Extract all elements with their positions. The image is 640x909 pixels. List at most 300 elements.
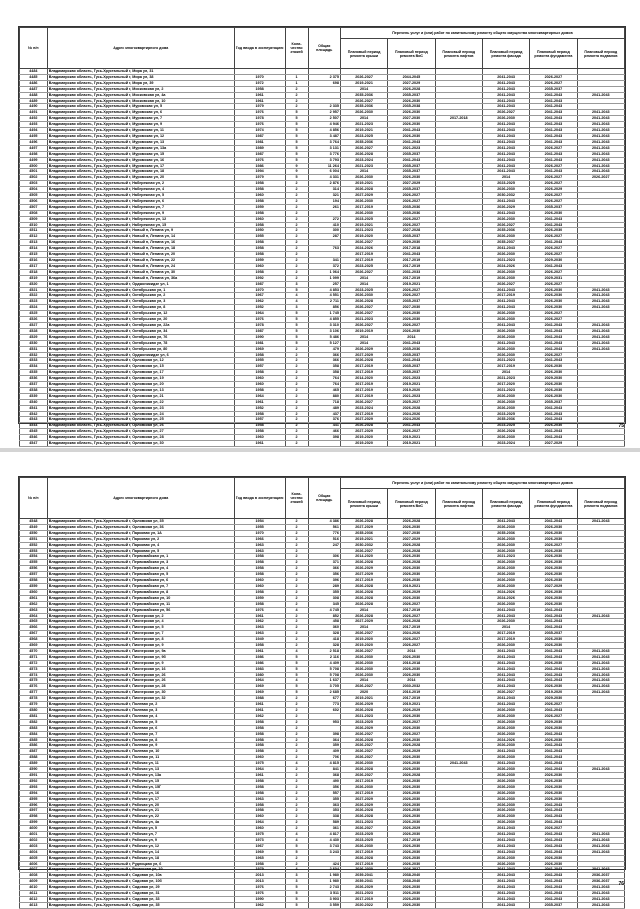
cell-row-num: 4519 bbox=[20, 275, 48, 281]
cell-roof-period: 2014 bbox=[340, 340, 387, 346]
cell-foundation-period: 2026-2030 bbox=[530, 737, 577, 743]
col-lift-header: Плановый период ремонта лифтов bbox=[435, 489, 482, 519]
cell-roof-period: 2026-2028 bbox=[340, 519, 387, 525]
cell-floors: 2 bbox=[285, 228, 308, 234]
cell-row-num: 4610 bbox=[20, 885, 48, 891]
cell-year: 1961 bbox=[234, 441, 285, 447]
cell-facade-period: 2026-2030 bbox=[482, 583, 529, 589]
cell-year: 1976 bbox=[234, 157, 285, 163]
cell-foundation-period: 2026-2027 bbox=[530, 163, 577, 169]
cell-facade-period: 2041-2043 bbox=[482, 837, 529, 843]
cell-floors: 5 bbox=[285, 311, 308, 317]
cell-area: 589 bbox=[308, 820, 340, 826]
cell-address: Владимирская область, Гусь-Хрустальный г, Октябрьская ул, 80 bbox=[47, 346, 234, 352]
cell-address: Владимирская область, Гусь-Хрустальный г, Первомайская ул, 10 bbox=[47, 595, 234, 601]
cell-year: 1952 bbox=[234, 305, 285, 311]
cell-basement-period bbox=[577, 441, 624, 447]
cell-year: 1949 bbox=[234, 637, 285, 643]
cell-water-period: 2026-2027 bbox=[388, 193, 435, 199]
cell-foundation-period: 2026-2030 bbox=[530, 595, 577, 601]
cell-area: 856 bbox=[308, 305, 340, 311]
cell-row-num: 4565 bbox=[20, 619, 48, 625]
cell-address: Владимирская область, Гусь-Хрустальный г, Орловская ул, 36 bbox=[47, 524, 234, 530]
cell-area: 4 855 bbox=[308, 317, 340, 323]
cell-floors: 2 bbox=[285, 104, 308, 110]
cell-area: 3 793 bbox=[308, 157, 340, 163]
cell-foundation-period: 2026-2027 bbox=[530, 281, 577, 287]
cell-roof-period: 2026-2028 bbox=[340, 358, 387, 364]
cell-foundation-period: 2041-2043 bbox=[530, 104, 577, 110]
cell-water-period: 2026-2030 bbox=[388, 820, 435, 826]
cell-year: 1961 bbox=[234, 648, 285, 654]
cell-water-period: 2026-2027 bbox=[388, 643, 435, 649]
cell-row-num: 4501 bbox=[20, 169, 48, 175]
cell-roof-period: 2020 bbox=[340, 690, 387, 696]
cell-row-num: 4532 bbox=[20, 352, 48, 358]
cell-area: 287 bbox=[308, 234, 340, 240]
cell-roof-period: 2017-2019 bbox=[340, 370, 387, 376]
cell-water-period: 2019-2021 bbox=[388, 441, 435, 447]
cell-row-num: 4533 bbox=[20, 358, 48, 364]
cell-roof-period: 2039-2041 bbox=[340, 879, 387, 885]
cell-address: Владимирская область, Гусь-Хрустальный г, Первомайская ул, 56 bbox=[47, 607, 234, 613]
cell-year: 1958 bbox=[234, 790, 285, 796]
cell-roof-period: 2026-2029 bbox=[340, 346, 387, 352]
cell-address: Владимирская область, Гусь-Хрустальный г, Пионерская ул, 9а bbox=[47, 648, 234, 654]
cell-year: 1969 bbox=[234, 690, 285, 696]
cell-address: Владимирская область, Гусь-Хрустальный г, Орджоникидзе ул, 6 bbox=[47, 352, 234, 358]
cell-area: 376 bbox=[308, 417, 340, 423]
cell-address: Владимирская область, Гусь-Хрустальный г, Новый п, Ленина ул, 22 bbox=[47, 258, 234, 264]
cell-year: 1976 bbox=[234, 122, 285, 128]
cell-address: Владимирская область, Гусь-Хрустальный г, Набережная ул, 5 bbox=[47, 193, 234, 199]
cell-area: 698 bbox=[308, 80, 340, 86]
cell-address: Владимирская область, Гусь-Хрустальный г, Орловская ул, 26 bbox=[47, 423, 234, 429]
cell-water-period: 2019-2021 bbox=[388, 702, 435, 708]
cell-water-period: 2026-2030 bbox=[388, 784, 435, 790]
cell-year: 1964 bbox=[234, 678, 285, 684]
cell-facade-period: 2041-2043 bbox=[482, 696, 529, 702]
cell-basement-period: 2041-2043 bbox=[577, 110, 624, 116]
cell-water-period: 2026-2030 bbox=[388, 897, 435, 903]
cell-area: 5 708 bbox=[308, 672, 340, 678]
cell-foundation-period: 2026-2029 bbox=[530, 187, 577, 193]
cell-roof-period: 2023-2024 bbox=[340, 405, 387, 411]
cell-area: 3 243 bbox=[308, 849, 340, 855]
cell-water-period: 2026-2030 bbox=[388, 524, 435, 530]
repair-schedule-table-2 bbox=[18, 476, 626, 907]
cell-facade-period: 2026-2030 bbox=[482, 755, 529, 761]
cell-floors: 3 bbox=[285, 305, 308, 311]
col-year-header: Год ввода в эксплуатацию bbox=[234, 478, 285, 519]
cell-foundation-period: 2026-2030 bbox=[530, 643, 577, 649]
cell-area: 1 637 bbox=[308, 678, 340, 684]
cell-roof-period: 2026-2030 bbox=[340, 784, 387, 790]
cell-roof-period: 2019-2021 bbox=[340, 128, 387, 134]
cell-row-num: 4581 bbox=[20, 713, 48, 719]
cell-facade-period: 2021-2023 bbox=[482, 554, 529, 560]
cell-basement-period: 2041-2043 bbox=[577, 299, 624, 305]
cell-area: 359 bbox=[308, 743, 340, 749]
cell-floors: 2 bbox=[285, 382, 308, 388]
cell-address: Владимирская область, Гусь-Хрустальный г, Пионерская ул, 32 bbox=[47, 696, 234, 702]
cell-year: 1958 bbox=[234, 749, 285, 755]
cell-foundation-period: 2041-2043 bbox=[530, 334, 577, 340]
cell-area: 3 903 bbox=[308, 897, 340, 903]
cell-year: 1960 bbox=[234, 826, 285, 832]
cell-area: 677 bbox=[308, 696, 340, 702]
cell-area: 1 980 bbox=[308, 873, 340, 879]
cell-foundation-period: 2041-2043 bbox=[530, 832, 577, 838]
cell-facade-period: 2026-2030 bbox=[482, 116, 529, 122]
cell-address: Владимирская область, Гусь-Хрустальный г, Новый п, Ленина ул, 9 bbox=[47, 228, 234, 234]
cell-water-period: 2026-2028 bbox=[388, 519, 435, 525]
cell-roof-period: 2026-2028 bbox=[340, 613, 387, 619]
cell-foundation-period: 2035-2037 bbox=[530, 902, 577, 908]
cell-water-period: 2026-2027 bbox=[388, 293, 435, 299]
cell-row-num: 4563 bbox=[20, 607, 48, 613]
cell-foundation-period: 2035-2037 bbox=[530, 86, 577, 92]
cell-floors: 5 bbox=[285, 116, 308, 122]
cell-foundation-period: 2026-2027 bbox=[530, 311, 577, 317]
cell-water-period: 2026-2027 bbox=[388, 222, 435, 228]
cell-row-num: 4575 bbox=[20, 678, 48, 684]
cell-facade-period: 2023-2025 bbox=[482, 181, 529, 187]
cell-foundation-period: 2041-2043 bbox=[530, 648, 577, 654]
cell-basement-period: 2041-2043 bbox=[577, 666, 624, 672]
cell-water-period: 2038-2040 bbox=[388, 873, 435, 879]
col-year-header: Год ввода в эксплуатацию bbox=[234, 28, 285, 69]
cell-area: 3 559 bbox=[308, 902, 340, 908]
cell-row-num: 4498 bbox=[20, 151, 48, 157]
cell-row-num: 4494 bbox=[20, 128, 48, 134]
cell-water-period: 2035-2036 bbox=[388, 204, 435, 210]
cell-year: 1962 bbox=[234, 619, 285, 625]
cell-year: 1963 bbox=[234, 542, 285, 548]
cell-floors: 2 bbox=[285, 275, 308, 281]
cell-basement-period: 2041-2043 bbox=[577, 885, 624, 891]
cell-row-num: 4491 bbox=[20, 110, 48, 116]
cell-year: 1970 bbox=[234, 530, 285, 536]
cell-row-num: 4546 bbox=[20, 435, 48, 441]
cell-roof-period: 2026-2030 bbox=[340, 110, 387, 116]
cell-address: Владимирская область, Гусь-Хрустальный г, Новый п, Ленина ул, 20 bbox=[47, 252, 234, 258]
cell-year: 1960 bbox=[234, 376, 285, 382]
cell-year: 1980 bbox=[234, 672, 285, 678]
cell-roof-period: 2026-2027 bbox=[340, 74, 387, 80]
cell-year: 1958 bbox=[234, 222, 285, 228]
cell-roof-period: 2026-2030 bbox=[340, 210, 387, 216]
col-basement-header: Плановый период ремонта подвалов bbox=[577, 39, 624, 69]
cell-facade-period: 2041-2043 bbox=[482, 133, 529, 139]
cell-roof-period: 2014 bbox=[340, 334, 387, 340]
cell-address: Владимирская область, Гусь-Хрустальный г, Орловская ул, 28 bbox=[47, 435, 234, 441]
cell-area: 306 bbox=[308, 554, 340, 560]
cell-area: 353 bbox=[308, 808, 340, 814]
cell-roof-period: 2026-2028 bbox=[340, 855, 387, 861]
cell-water-period: 2027-2030 bbox=[388, 530, 435, 536]
cell-lift-period bbox=[435, 902, 482, 908]
cell-row-num: 4547 bbox=[20, 441, 48, 447]
cell-foundation-period: 2026-2030 bbox=[530, 796, 577, 802]
cell-facade-period: 2041-2043 bbox=[482, 519, 529, 525]
cell-floors: 4 bbox=[285, 761, 308, 767]
cell-year: 1961 bbox=[234, 702, 285, 708]
cell-foundation-period: 2029-2030 bbox=[530, 719, 577, 725]
cell-floors: 2 bbox=[285, 435, 308, 441]
cell-water-period: 2041-2043 bbox=[388, 139, 435, 145]
col-lift-header: Плановый период ремонта лифтов bbox=[435, 39, 482, 69]
cell-year: 1976 bbox=[234, 110, 285, 116]
table-2 bbox=[19, 477, 625, 909]
cell-area: 356 bbox=[308, 572, 340, 578]
cell-row-num: 4586 bbox=[20, 743, 48, 749]
cell-address: Владимирская область, Гусь-Хрустальный г, Парковая ул, 4 bbox=[47, 542, 234, 548]
cell-roof-period: 2026-2027 bbox=[340, 684, 387, 690]
cell-facade-period: 2041-2043 bbox=[482, 843, 529, 849]
cell-address: Владимирская область, Гусь-Хрустальный г, Набережная ул, 2 bbox=[47, 181, 234, 187]
cell-address: Владимирская область, Гусь-Хрустальный г, Полевая ул, 2 bbox=[47, 702, 234, 708]
cell-row-num: 4521 bbox=[20, 287, 48, 293]
cell-floors: 2 bbox=[285, 702, 308, 708]
cell-row-num: 4502 bbox=[20, 175, 48, 181]
cell-address: Владимирская область, Гусь-Хрустальный г, Муромская ул, 13 bbox=[47, 139, 234, 145]
cell-foundation-period: 2041-2043 bbox=[530, 708, 577, 714]
cell-water-period: 2026-2030 bbox=[388, 790, 435, 796]
cell-address: Владимирская область, Гусь-Хрустальный г, Рабочая ул, 14 bbox=[47, 849, 234, 855]
cell-roof-period: 2017-2019 bbox=[340, 364, 387, 370]
cell-facade-period: 2026-2030 bbox=[482, 719, 529, 725]
cell-row-num: 4557 bbox=[20, 572, 48, 578]
cell-water-period: 2017-2018 bbox=[388, 246, 435, 252]
cell-water-period: 2041-2043 bbox=[388, 252, 435, 258]
cell-basement-period: 2041-2043 bbox=[577, 837, 624, 843]
cell-foundation-period: 2026-2030 bbox=[530, 660, 577, 666]
cell-year: 1958 bbox=[234, 198, 285, 204]
cell-facade-period: 2026-2030 bbox=[482, 542, 529, 548]
cell-area: 345 bbox=[308, 601, 340, 607]
cell-floors: 2 bbox=[285, 708, 308, 714]
cell-row-num: 4590 bbox=[20, 767, 48, 773]
cell-address: Владимирская область, Гусь-Хрустальный г, Рабочая ул, 15 bbox=[47, 778, 234, 784]
cell-roof-period: 2017-2019 bbox=[340, 204, 387, 210]
cell-floors: 2 bbox=[285, 530, 308, 536]
cell-facade-period: 2017-2019 bbox=[482, 293, 529, 299]
cell-basement-period: 2041-2043 bbox=[577, 849, 624, 855]
cell-floors: 5 bbox=[285, 897, 308, 903]
cell-water-period: 2024-2026 bbox=[388, 417, 435, 423]
cell-area: 458 bbox=[308, 619, 340, 625]
cell-basement-period: 2041-2043 bbox=[577, 139, 624, 145]
cell-facade-period: 2026-2030 bbox=[482, 234, 529, 240]
cell-floors: 2 bbox=[285, 772, 308, 778]
cell-foundation-period: 2026-2030 bbox=[530, 684, 577, 690]
cell-area: 341 bbox=[308, 258, 340, 264]
cell-floors: 5 bbox=[285, 672, 308, 678]
cell-facade-period: 2026-2027 bbox=[482, 690, 529, 696]
cell-water-period: 2027-2030 bbox=[388, 116, 435, 122]
cell-facade-period: 2026-2030 bbox=[482, 548, 529, 554]
cell-year: 1983 bbox=[234, 666, 285, 672]
cell-roof-period: 2026-2028 bbox=[340, 299, 387, 305]
cell-floors: 2 bbox=[285, 519, 308, 525]
cell-year: 1958 bbox=[234, 572, 285, 578]
cell-floors: 2 bbox=[285, 855, 308, 861]
cell-floors: 2 bbox=[285, 784, 308, 790]
cell-water-period: 2026-2028 bbox=[388, 542, 435, 548]
cell-floors: 2 bbox=[285, 86, 308, 92]
cell-roof-period: 2026-2027 bbox=[340, 399, 387, 405]
cell-floors: 2 bbox=[285, 429, 308, 435]
cell-area: 437 bbox=[308, 411, 340, 417]
cell-water-period: 2029-2030 bbox=[388, 240, 435, 246]
cell-address: Владимирская область, Гусь-Хрустальный г, Пионерская ул, 9 bbox=[47, 660, 234, 666]
col-basement-header: Плановый период ремонта подвалов bbox=[577, 489, 624, 519]
cell-floors: 2 bbox=[285, 731, 308, 737]
cell-roof-period: 2014 bbox=[340, 678, 387, 684]
cell-foundation-period: 2026-2027 bbox=[530, 234, 577, 240]
cell-water-period: 2041-2043 bbox=[388, 157, 435, 163]
cell-foundation-period: 2026-2030 bbox=[530, 572, 577, 578]
cell-address: Владимирская область, Гусь-Хрустальный г, Октябрьская ул, 76 bbox=[47, 334, 234, 340]
cell-roof-period: 2021-2023 bbox=[340, 820, 387, 826]
cell-basement-period: 2041-2043 bbox=[577, 169, 624, 175]
cell-roof-period: 2021-2023 bbox=[340, 713, 387, 719]
col-group-header: Перечень услуг и (или) работ по капитальному ремонту общего имущества многоквартирных домов bbox=[340, 28, 624, 39]
cell-row-num: 4594 bbox=[20, 790, 48, 796]
cell-water-period: 2035-2036 bbox=[388, 346, 435, 352]
cell-row-num: 4595 bbox=[20, 796, 48, 802]
cell-facade-period: 2041-2043 bbox=[482, 80, 529, 86]
cell-facade-period: 2041-2043 bbox=[482, 340, 529, 346]
cell-roof-period: 2026-2027 bbox=[340, 269, 387, 275]
cell-address: Владимирская область, Гусь-Хрустальный г, Садовая ул, 35 bbox=[47, 902, 234, 908]
cell-year: 1958 bbox=[234, 429, 285, 435]
cell-floors: 2 bbox=[285, 725, 308, 731]
cell-year: 1979 bbox=[234, 867, 285, 873]
cell-address: Владимирская область, Гусь-Хрустальный г, Орловская ул, 25 bbox=[47, 417, 234, 423]
cell-floors: 5 bbox=[285, 684, 308, 690]
cell-roof-period: 2020-2022 bbox=[340, 902, 387, 908]
cell-water-period: 2024-2026 bbox=[388, 631, 435, 637]
cell-row-num: 4559 bbox=[20, 583, 48, 589]
cell-facade-period: 2026-2030 bbox=[482, 311, 529, 317]
cell-roof-period: 2026-2028 bbox=[340, 187, 387, 193]
cell-foundation-period: 2026-2030 bbox=[530, 589, 577, 595]
cell-row-num: 4528 bbox=[20, 328, 48, 334]
cell-water-period: 2026-2027 bbox=[388, 867, 435, 873]
cell-row-num: 4538 bbox=[20, 387, 48, 393]
cell-basement-period: 2041-2043 bbox=[577, 678, 624, 684]
cell-facade-period: 2041-2043 bbox=[482, 198, 529, 204]
cell-foundation-period: 2035-2037 bbox=[530, 399, 577, 405]
cell-address: Владимирская область, Гусь-Хрустальный г, Орловская ул, 35 bbox=[47, 519, 234, 525]
cell-year: 1970 bbox=[234, 287, 285, 293]
cell-water-period: 2035-2036 bbox=[388, 210, 435, 216]
cell-facade-period: 2026-2030 bbox=[482, 855, 529, 861]
cell-area: 2 711 bbox=[308, 299, 340, 305]
col-floors-header: Коли-чество этажей bbox=[285, 478, 308, 519]
cell-roof-period: 2026-2028 bbox=[340, 151, 387, 157]
cell-floors: 2 bbox=[285, 210, 308, 216]
cell-area: 409 bbox=[308, 749, 340, 755]
cell-foundation-period: 2026-2027 bbox=[530, 246, 577, 252]
cell-water-period: 2038-2040 bbox=[388, 879, 435, 885]
cell-address: Владимирская область, Гусь-Хрустальный г, Мира ул, 31 bbox=[47, 69, 234, 75]
cell-area: 3 487 bbox=[308, 133, 340, 139]
cell-floors: 2 bbox=[285, 743, 308, 749]
cell-roof-period: 2023-2025 bbox=[340, 216, 387, 222]
cell-floors: 4 bbox=[285, 293, 308, 299]
col-water-header: Плановый период ремонта ВиС bbox=[388, 39, 435, 69]
cell-roof-period: 2019-2021 bbox=[340, 696, 387, 702]
cell-address: Владимирская область, Гусь-Хрустальный г, Парковая ул, 5 bbox=[47, 548, 234, 554]
cell-basement-period: 2041-2043 bbox=[577, 328, 624, 334]
cell-floors: 4 bbox=[285, 607, 308, 613]
cell-area: 356 bbox=[308, 784, 340, 790]
cell-roof-period: 2014 bbox=[340, 607, 387, 613]
cell-row-num: 4601 bbox=[20, 832, 48, 838]
cell-roof-period: 2017-2019 bbox=[340, 387, 387, 393]
cell-water-period: 2026-2030 bbox=[388, 713, 435, 719]
cell-floors: 5 bbox=[285, 133, 308, 139]
cell-roof-period: 2026-2030 bbox=[340, 672, 387, 678]
cell-floors: 5 bbox=[285, 843, 308, 849]
cell-address: Владимирская область, Гусь-Хрустальный г, Орловская ул, 27 bbox=[47, 429, 234, 435]
cell-roof-period: 2026-2027 bbox=[340, 743, 387, 749]
cell-address: Владимирская область, Гусь-Хрустальный г, Муромская ул, 9 bbox=[47, 122, 234, 128]
cell-floors: 5 bbox=[285, 340, 308, 346]
cell-row-num: 4508 bbox=[20, 210, 48, 216]
cell-area: 4 815 bbox=[308, 761, 340, 767]
cell-address: Владимирская область, Гусь-Хрустальный г, Полевая ул, 9 bbox=[47, 743, 234, 749]
cell-water-period: 2035-2037 bbox=[388, 169, 435, 175]
cell-water-period: 2026-2030 bbox=[388, 767, 435, 773]
cell-water-period: 2026-2030 bbox=[388, 891, 435, 897]
cell-year: 1950 bbox=[234, 228, 285, 234]
cell-roof-period: 2021-2023 bbox=[340, 122, 387, 128]
cell-foundation-period: 2041-2043 bbox=[530, 151, 577, 157]
cell-foundation-period: 2041-2043 bbox=[530, 411, 577, 417]
cell-basement-period: 2041-2043 bbox=[577, 867, 624, 873]
cell-area: 418 bbox=[308, 637, 340, 643]
cell-facade-period: 2026-2030 bbox=[482, 790, 529, 796]
cell-foundation-period: 2041-2043 bbox=[530, 613, 577, 619]
cell-water-period: 2019-2021 bbox=[388, 382, 435, 388]
cell-area: 5 708 bbox=[308, 666, 340, 672]
cell-row-num: 4507 bbox=[20, 204, 48, 210]
cell-roof-period: 2014-2020 bbox=[340, 376, 387, 382]
cell-area: 3 764 bbox=[308, 139, 340, 145]
cell-facade-period: 2026-2030 bbox=[482, 619, 529, 625]
cell-year: 1967 bbox=[234, 843, 285, 849]
cell-floors: 2 bbox=[285, 820, 308, 826]
cell-year: 1958 bbox=[234, 210, 285, 216]
cell-address: Владимирская область, Гусь-Хрустальный г, Пионерская ул, 2 bbox=[47, 613, 234, 619]
cell-row-num: 4606 bbox=[20, 861, 48, 867]
cell-roof-period: 2019-2021 bbox=[340, 181, 387, 187]
col-num-header: № п/п bbox=[20, 28, 48, 69]
cell-year: 1960 bbox=[234, 583, 285, 589]
col-water-header: Плановый период ремонта ВиС bbox=[388, 489, 435, 519]
cell-water-period: 2026-2030 bbox=[388, 654, 435, 660]
cell-year: 1987 bbox=[234, 133, 285, 139]
cell-foundation-period: 2026-2030 bbox=[530, 725, 577, 731]
cell-year: 1975 bbox=[234, 761, 285, 767]
cell-foundation-period: 2041-2043 bbox=[530, 666, 577, 672]
cell-facade-period: 2026-2030 bbox=[482, 601, 529, 607]
cell-row-num: 4572 bbox=[20, 660, 48, 666]
